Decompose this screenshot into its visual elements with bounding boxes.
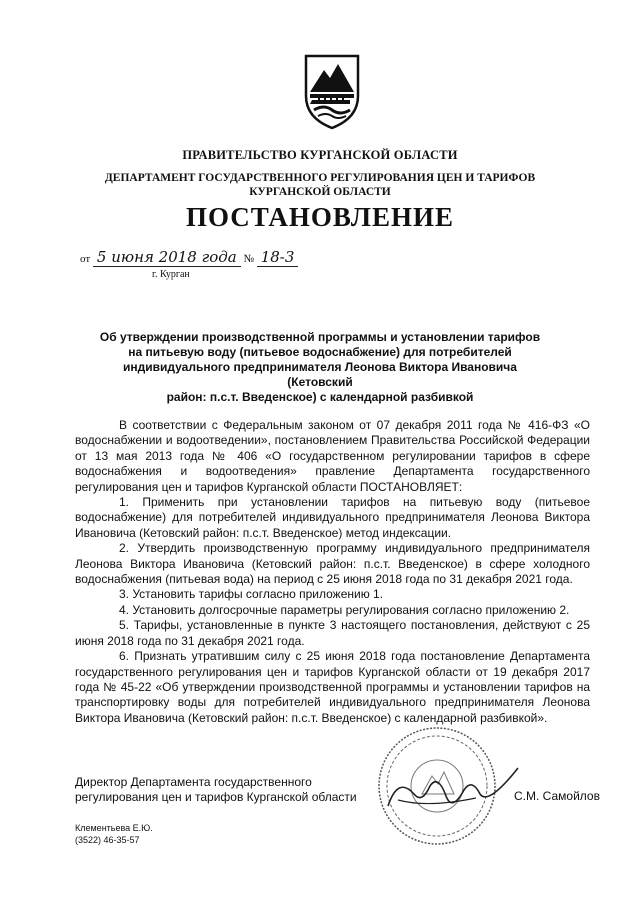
item-3-paragraph: 3. Установить тарифы согласно приложению 1. — [119, 587, 384, 602]
government-heading: ПРАВИТЕЛЬСТВО КУРГАНСКОЙ ОБЛАСТИ — [182, 148, 458, 162]
number-label: № — [243, 253, 254, 265]
item-2-paragraph: 2. Утвердить производственную программу индивидуального предпринимателя Леонова Виктора Ивановича (Кетовский район: п.с.т. Введенское) в сфере холодного водоснабжения (питьевая вода) на период с 25 июня 2018 года по 31 декабря 2021 года. — [75, 541, 590, 587]
executor-phone: (3522) 46-35-57 — [75, 835, 140, 845]
item-6-paragraph: 6. Признать утратившим силу с 25 июня 2018 года постановление Департамента государственного регулирования цен и тарифов Курганской области от 19 декабря 2017 года № 45-22 «Об утверждении производственной программы и установлении тарифов на транспортировку воды для потребителей индивидуального предпринимателя Леонова Виктора Ивановича (Кетовский район: п.с.т. Введенское) с календарной разбивкой». — [75, 649, 590, 725]
dateline — [80, 250, 298, 267]
signatory-position — [75, 775, 357, 805]
signatory-position-line2: регулирования цен и тарифов Курганской области — [75, 790, 357, 804]
date-from-label: от — [80, 253, 91, 265]
department-heading-line1: ДЕПАРТАМЕНТ ГОСУДАРСТВЕННОГО РЕГУЛИРОВАНИЯ ЦЕН И ТАРИФОВ — [104, 172, 536, 184]
item-4-paragraph: 4. Установить долгосрочные параметры регулирования согласно приложению 2. — [119, 602, 570, 617]
city-label: г. Курган — [152, 269, 190, 280]
subject-line2: на питьевую воду (питьевое водоснабжение) для потребителей — [128, 345, 512, 359]
handwritten-number: 18-3 — [260, 248, 295, 266]
subject-line3: индивидуального предпринимателя Леонова Виктора Ивановича (Кетовский — [123, 360, 517, 389]
document-body — [75, 418, 590, 726]
date-field — [93, 250, 241, 267]
department-heading — [0, 171, 640, 199]
signatory-name: С.М. Самойлов — [514, 789, 600, 803]
coat-of-arms-emblem — [302, 52, 362, 130]
document-type-title: ПОСТАНОВЛЕНИЕ — [185, 202, 455, 232]
subject-line4: район: п.с.т. Введенское) с календарной разбивкой — [166, 390, 474, 404]
document-subject — [90, 330, 550, 405]
handwritten-signature — [368, 756, 528, 826]
item-5-paragraph: 5. Тарифы, установленные в пункте 3 настоящего постановления, действуют с 25 июня 2018 года по 31 декабря 2021 года. — [75, 618, 590, 648]
department-heading-line2: КУРГАНСКОЙ ОБЛАСТИ — [249, 186, 391, 198]
executor-info — [75, 822, 153, 846]
item-1-paragraph: 1. Применить при установлении тарифов на питьевую воду (питьевое водоснабжение) для потребителей индивидуального предпринимателя Леонова Виктора Ивановича (Кетовский район: п.с.т. Введенское) метод индексации. — [75, 495, 590, 540]
preamble-paragraph: В соответствии с Федеральным законом от 07 декабря 2011 года № 416-ФЗ «О водоснабжении и водоотведении», постановлением Правительства Российской Федерации от 13 мая 2013 года № 406 «О государственном регулировании тарифов в сфере водоснабжения и водоотведения» правление Департамента государственного регулирования цен и тарифов Курганской области ПОСТАНОВЛЯЕТ: — [75, 418, 590, 494]
number-field — [257, 250, 299, 267]
handwritten-date: 5 июня 2018 года — [96, 248, 237, 266]
subject-line1: Об утверждении производственной программы и установлении тарифов — [99, 330, 541, 344]
executor-name: Клементьева Е.Ю. — [75, 823, 153, 833]
signatory-position-line1: Директор Департамента государственного — [75, 775, 312, 789]
